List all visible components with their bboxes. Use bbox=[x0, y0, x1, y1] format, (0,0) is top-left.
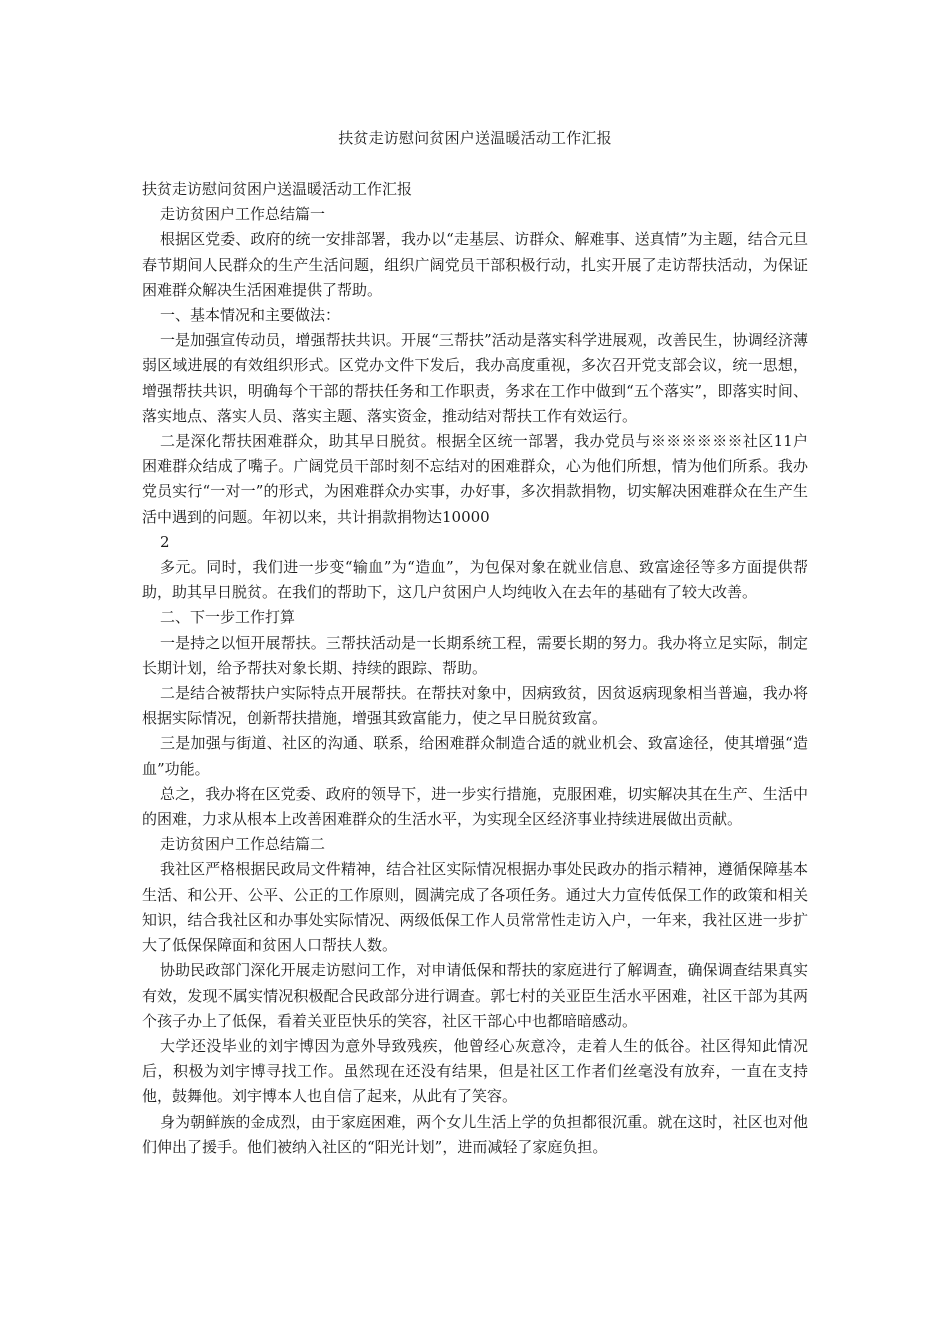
body-paragraph: 二是深化帮扶困难群众，助其早日脱贫。根据全区统一部署，我办党员与※※※※※※社区11户困难群众结成了嘴子。广阔党员干部时刻不忘结对的困难群众，心为他们所想，情为他们所系。我办党员实行“一对一”的形式，为困难群众办实事，办好事，多次捐款捐物，切实解决困难群众在生产生活中遇到的问题。年初以来，共计捐款捐物达10000 bbox=[142, 432, 808, 526]
body-paragraph: 根据区党委、政府的统一安排部署，我办以“走基层、访群众、解难事、送真情”为主题，结合元旦春节期间人民群众的生产生活问题，组织广阔党员干部积极行动，扎实开展了走访帮扶活动，为保证困难群众解决生活困难提供了帮助。 bbox=[142, 230, 808, 299]
body-paragraph: 身为朝鲜族的金成烈，由于家庭困难，两个女儿生活上学的负担都很沉重。就在这时，社区也对他们伸出了援手。他们被纳入社区的“阳光计划”，进而减轻了家庭负担。 bbox=[142, 1112, 808, 1156]
document-title: 扶贫走访慰问贫困户送温暖活动工作汇报 bbox=[338, 129, 612, 147]
body-paragraph: 总之，我办将在区党委、政府的领导下，进一步实行措施，克服困难，切实解决其在生产、生活中的困难，力求从根本上改善困难群众的生活水平，为实现全区经济事业持续进展做出贡献。 bbox=[142, 784, 808, 829]
body-paragraph: 三是加强与街道、社区的沟通、联系，给困难群众制造合适的就业机会、致富途径，使其增强“造血”功能。 bbox=[142, 734, 808, 778]
body-paragraph: 一是持之以恒开展帮扶。三帮扶活动是一长期系统工程，需要长期的努力。我办将立足实际，制定长期计划，给予帮扶对象长期、持续的跟踪、帮助。 bbox=[142, 633, 808, 677]
section-heading-part-one: 走访贫困户工作总结篇一 bbox=[160, 205, 326, 224]
body-paragraph: 二是结合被帮扶户实际特点开展帮扶。在帮扶对象中，因病致贫，因贫返病现象相当普遍，我办将根据实际情况，创新帮扶措施，增强其致富能力，使之早日脱贫致富。 bbox=[142, 684, 808, 728]
subtitle-heading: 扶贫走访慰问贫困户送温暖活动工作汇报 bbox=[142, 180, 413, 198]
section-heading-next-steps: 二、下一步工作打算 bbox=[160, 608, 296, 627]
document-body bbox=[142, 177, 808, 1160]
section-heading-part-two: 走访贫困户工作总结篇二 bbox=[160, 835, 326, 854]
body-paragraph: 协助民政部门深化开展走访慰问工作，对申请低保和帮扶的家庭进行了解调查，确保调查结果真实有效，发现不属实情况积极配合民政部分进行调查。郭七村的关亚臣生活水平困难，社区干部为其两个孩子办上了低保，看着关亚臣快乐的笑容，社区干部心中也都暗暗感动。 bbox=[142, 961, 808, 1030]
body-paragraph: 我社区严格根据民政局文件精神，结合社区实际情况根据办事处民政办的指示精神，遵循保障基本生活、和公开、公平、公正的工作原则，圆满完成了各项任务。通过大力宣传低保工作的政策和相关知识，结合我社区和办事处实际情况、两级低保工作人员常常性走访入户，一年来，我社区进一步扩大了低保保障面和贫困人口帮扶人数。 bbox=[142, 860, 808, 955]
body-paragraph: 一是加强宣传动员，增强帮扶共识。开展“三帮扶”活动是落实科学进展观，改善民生，协调经济薄弱区域进展的有效组织形式。区党办文件下发后，我办高度重视，多次召开党支部会议，统一思想，增强帮扶共识，明确每个干部的帮扶任务和工作职责，务求在工作中做到“五个落实”，即落实时间、落实地点、落实人员、落实主题、落实资金，推动结对帮扶工作有效运行。 bbox=[142, 331, 808, 425]
page-number: 2 bbox=[160, 532, 170, 551]
body-paragraph: 多元。同时，我们进一步变“输血”为“造血”，为包保对象在就业信息、致富途径等多方面提供帮助，助其早日脱贫。在我们的帮助下，这几户贫困户人均纯收入在去年的基础有了较大改善。 bbox=[142, 558, 808, 602]
section-heading-basic-situation: 一、基本情况和主要做法： bbox=[160, 306, 341, 325]
body-paragraph: 大学还没毕业的刘宇博因为意外导致残疾，他曾经心灰意冷，走着人生的低谷。社区得知此情况后，积极为刘宇博寻找工作。虽然现在还没有结果，但是社区工作者们丝毫没有放弃，一直在支持他，鼓舞他。刘宇博本人也自信了起来，从此有了笑容。 bbox=[142, 1036, 808, 1106]
